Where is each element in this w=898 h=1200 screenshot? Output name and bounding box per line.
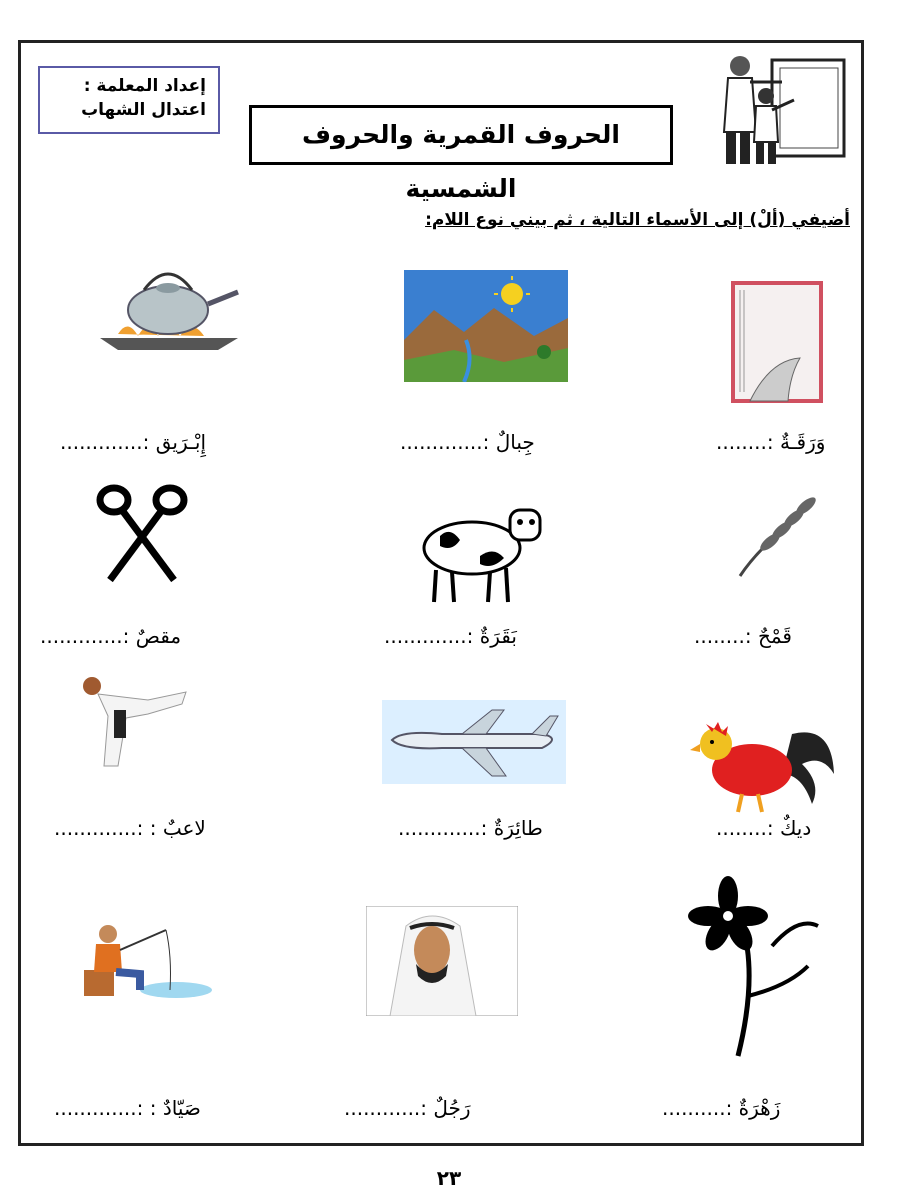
- mountains-image: [404, 270, 568, 382]
- word-flower: زَهْرَةٌ :..........: [662, 1096, 781, 1120]
- word-cow: بَقَرَةٌ :.............: [384, 624, 517, 648]
- wheat-image: [730, 486, 826, 582]
- author-line-1: إعداد المعلمة :: [83, 76, 206, 96]
- instruction: أضيفي (ألْ) إلى الأسماء التالية ، ثم بيني نوع اللام:: [425, 210, 850, 230]
- man-image: [366, 906, 518, 1016]
- word-wheat: قَمْحٌ :........: [694, 624, 792, 648]
- scissors-image: [94, 480, 190, 586]
- word-pitcher: إِبْـرَيق :.............: [60, 430, 207, 454]
- page-title: الحروف القمرية والحروف الشمسية: [249, 105, 673, 165]
- flower-image: [688, 876, 824, 1060]
- rooster-image: [682, 714, 838, 814]
- word-mountains: جِبالٌ :.............: [400, 430, 535, 454]
- word-fisherman: صَيّادٌ : :.............: [54, 1096, 201, 1120]
- airplane-image: [382, 700, 566, 784]
- word-paper: وَرَقَـةٌ :........: [716, 430, 826, 454]
- cow-image: [410, 496, 550, 606]
- author-name: اعتدال الشهاب: [81, 100, 206, 120]
- karate-player-image: [78, 670, 188, 770]
- word-player: لاعبٌ : :.............: [54, 816, 206, 840]
- paper-image: [730, 280, 826, 406]
- author-box: [38, 66, 220, 134]
- word-rooster: ديكٌ :........: [716, 816, 812, 840]
- word-man: رَجُلٌ :............: [344, 1096, 471, 1120]
- page-number: ٢٣: [436, 1166, 462, 1190]
- teacher-board-image: [700, 52, 850, 167]
- kettle-image: [88, 258, 248, 352]
- word-scissors: مقصٌ :.............: [40, 624, 182, 648]
- word-airplane: طائِرَةٌ :.............: [398, 816, 543, 840]
- fisherman-image: [80, 916, 214, 1000]
